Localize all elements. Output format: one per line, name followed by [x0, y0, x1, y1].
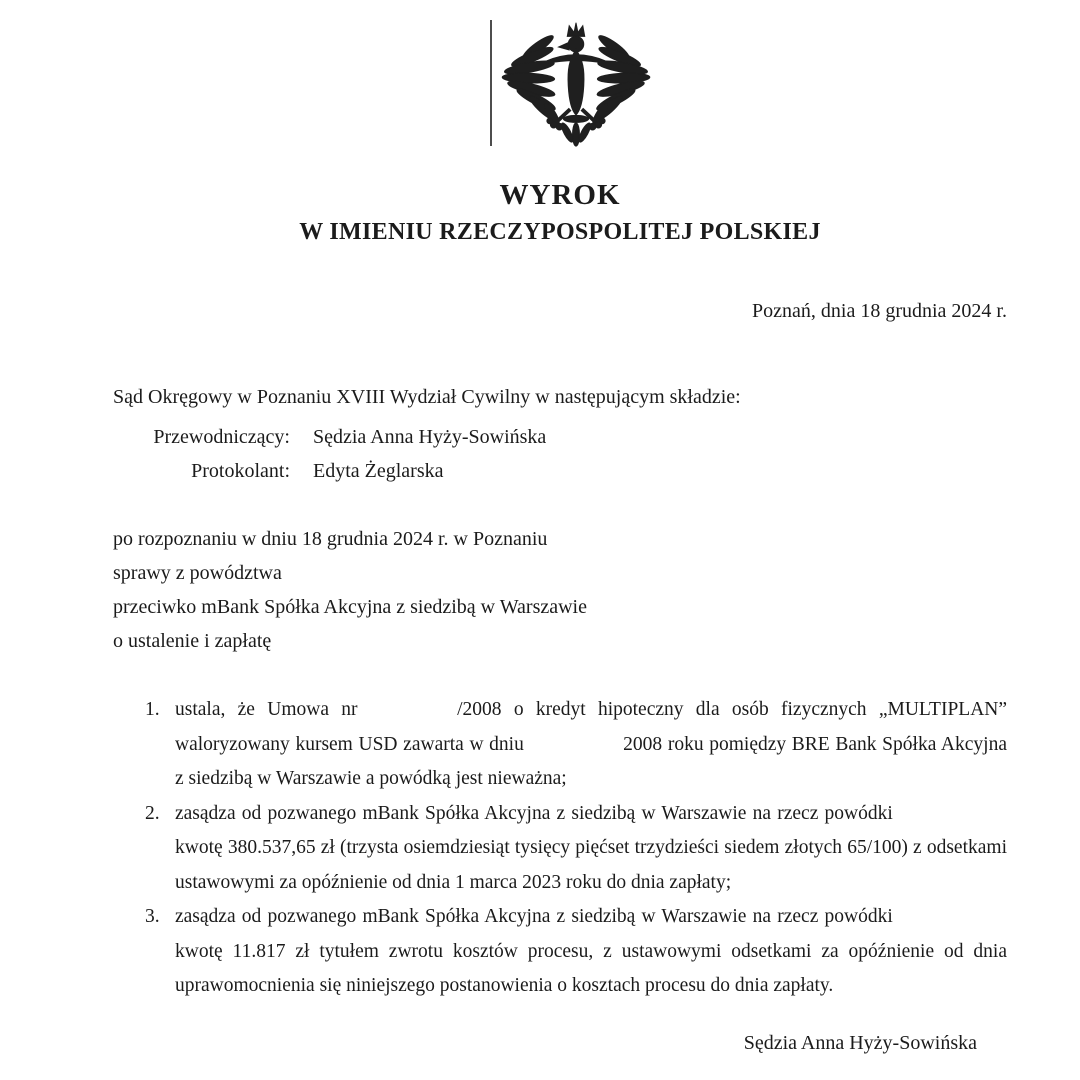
ruling-number: 1. — [145, 699, 160, 720]
role-value: Sędzia Anna Hyży-Sowińska — [313, 426, 547, 448]
court-composition-intro: Sąd Okręgowy w Poznaniu XVIII Wydział Cywilny w następującym składzie: — [113, 386, 741, 408]
judge-signature: Sędzia Anna Hyży-Sowińska — [743, 1031, 977, 1054]
redacted-text — [899, 817, 1007, 819]
case-description — [113, 522, 1007, 658]
role-row-clerk — [113, 454, 1007, 488]
ruling-text-segment: zasądza od pozwanego mBank Spółka Akcyjna z siedzibą w Warszawie na rzecz powódki — [175, 802, 893, 824]
role-value: Edyta Żeglarska — [313, 460, 444, 482]
ruling-text-segment: kwotę 11.817 zł tytułem zwrotu kosztów procesu, z ustawowymi odsetkami za opóźnienie od dnia uprawomocnienia się niniejszego postanowienia o kosztach procesu do dnia zapłaty. — [175, 940, 1007, 996]
ruling-number: 3. — [145, 906, 160, 927]
rulings-list — [113, 693, 1007, 1004]
ruling-text-segment: kwotę 380.537,65 zł (trzysta osiemdziesiąt tysięcy pięćset trzydzieści siedem złotych 65/100) z odsetkami ustawowymi za opóźnienie od dnia 1 marca 2023 roku do dnia zapłaty; — [175, 837, 1007, 893]
place-date-line: Poznań, dnia 18 grudnia 2024 r. — [752, 300, 1007, 322]
document-title: WYROK — [499, 179, 621, 211]
ruling-text-segment: /2008 o kredyt hipoteczny dla osób fizycznych „MULTIPLAN” waloryzowany kursem USD zawarta w dniu — [175, 699, 1008, 755]
role-label: Protokolant: — [191, 460, 290, 482]
role-label: Przewodniczący: — [153, 426, 290, 448]
ruling-item — [113, 900, 1007, 1004]
court-roles — [113, 420, 1007, 488]
redacted-text — [899, 920, 1007, 922]
hearing-line: po rozpoznaniu w dniu 18 grudnia 2024 r. w Poznaniu — [113, 528, 548, 550]
polish-eagle-icon — [501, 14, 651, 150]
ruling-item — [113, 693, 1007, 797]
redacted-text — [530, 748, 618, 750]
defendant-line: przeciwko mBank Spółka Akcyjna z siedzibą w Warszawie — [113, 596, 587, 618]
emblem-left-rule — [490, 20, 492, 146]
ruling-text — [175, 900, 1007, 1004]
ruling-item — [113, 797, 1007, 901]
redacted-text — [370, 713, 445, 715]
ruling-text — [175, 797, 1007, 901]
subject-line: o ustalenie i zapłatę — [113, 630, 272, 652]
ruling-text-segment: zasądza od pozwanego mBank Spółka Akcyjna z siedzibą w Warszawie na rzecz powódki — [175, 906, 893, 927]
ruling-text-segment: 2008 roku pomiędzy BRE Bank Spółka Akcyjna z siedzibą w Warszawie a powódką jest nieważna; — [175, 733, 1007, 789]
role-row-presiding — [113, 420, 1007, 454]
emblem-block — [123, 14, 1017, 150]
ruling-text-segment: ustala, że Umowa nr — [175, 699, 358, 720]
claim-line: sprawy z powództwa — [113, 562, 282, 584]
ruling-number: 2. — [145, 802, 160, 824]
document-subtitle: W IMIENIU RZECZYPOSPOLITEJ POLSKIEJ — [299, 219, 821, 245]
ruling-text — [175, 693, 1007, 797]
